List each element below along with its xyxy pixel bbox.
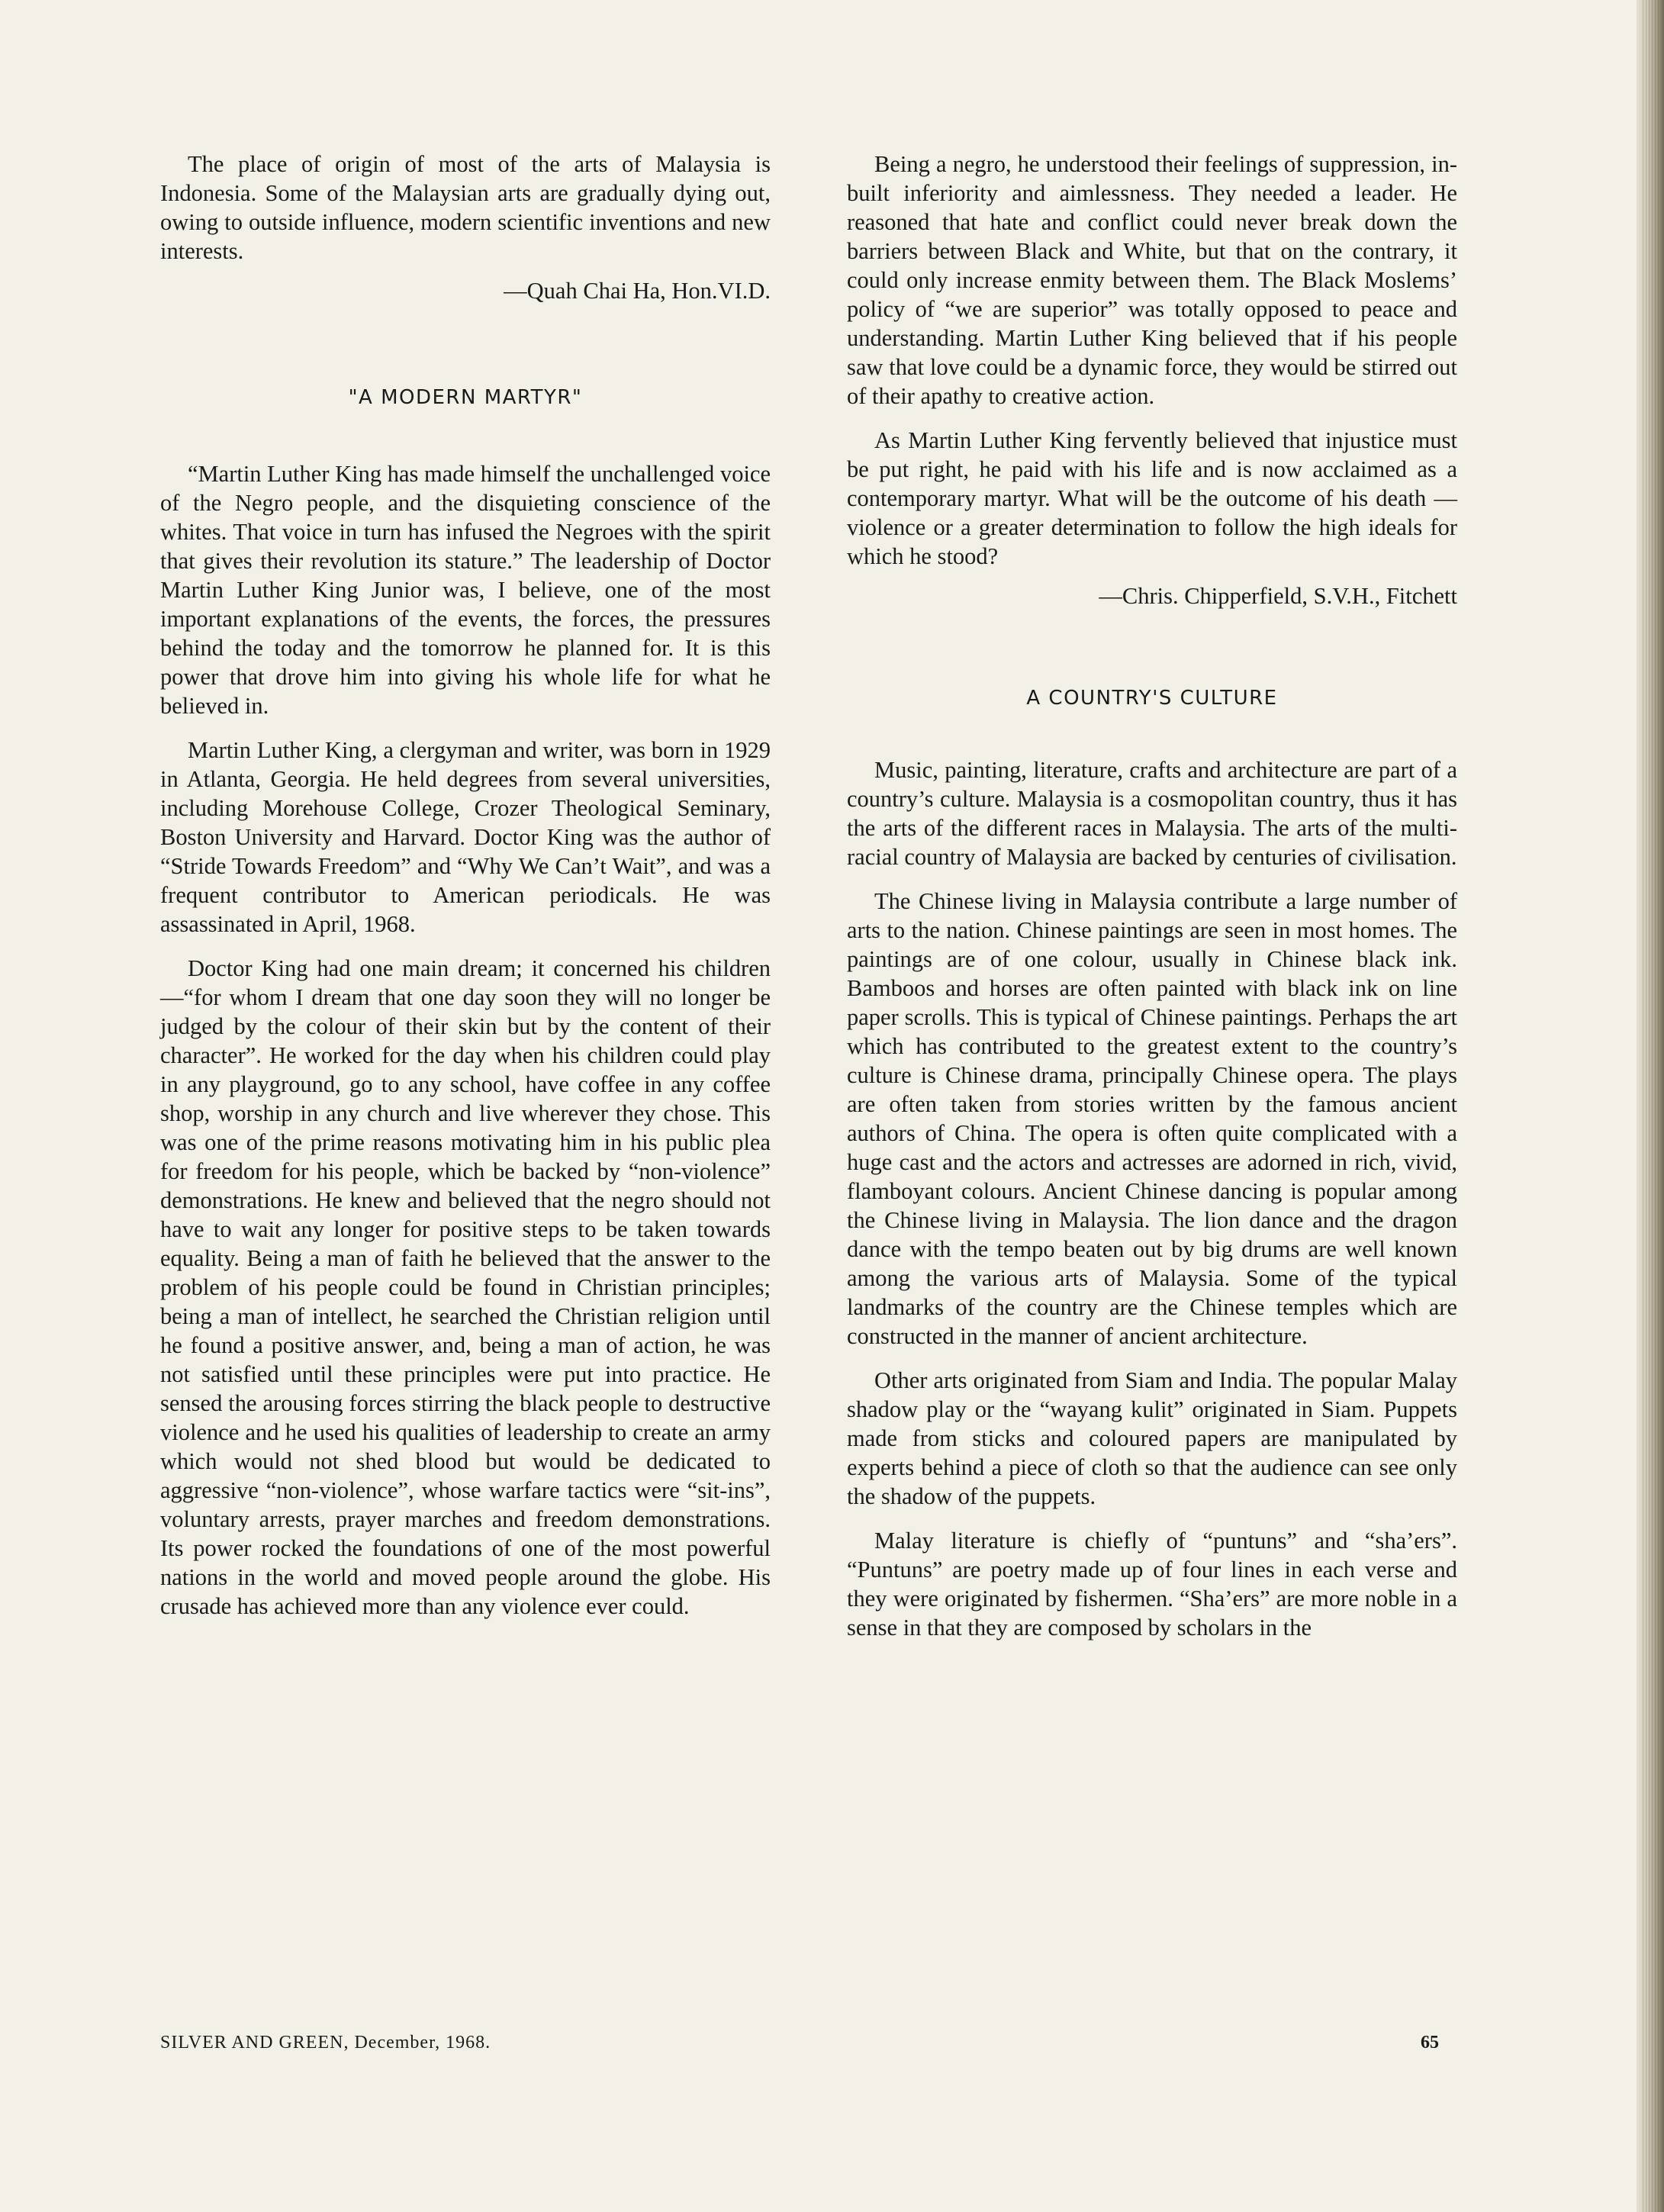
culture-paragraph-4: Malay literature is chiefly of “puntuns” and “sha’ers”. “Puntuns” are poetry made up of four lines in each verse and they were originated by fishermen. “Sha’ers” are more noble in a sense in that they are composed by scholars in the [847,1528,1457,1640]
martyr-paragraph-5: As Martin Luther King fervently believed that injustice must be put right, he paid with his life and is now acclaimed as a contemporary martyr. What will be the outcome of his death — violence or a greater determination to follow the high ideals for which he stood? [847,427,1457,569]
left-column [160,150,771,1621]
martyr-paragraph-2: Martin Luther King, a clergyman and writer, was born in 1929 in Atlanta, Georgia. He held degrees from several universities, including Morehouse College, Crozer Theological Seminary, Boston University and Harvard. Doctor King was the author of “Stride Towards Freedom” and “Why We Can’t Wait”, and was a frequent contributor to American periodicals. He was assassinated in April, 1968. [160,737,771,937]
martyr-paragraph-3: Doctor King had one main dream; it concerned his children—“for whom I dream that one day soon they will no longer be judged by the colour of their skin but by the content of their character”. He worked for the day when his children could play in any playground, go to any school, have coffee in any coffee shop, worship in any church and live wherever they chose. This was one of the prime reasons motivating him in his public plea for freedom for his people, which be backed by “non-violence” demonstrations. He knew and believed that the negro should not have to wait any longer for positive steps to be taken towards equality. Being a man of faith he believed that the answer to the problem of his people could be found in Christian principles; being a man of intellect, he searched the Christian religion until he found a positive answer, and, being a man of action, he was not satisfied until these principles were put into practice. He sensed the arousing forces stirring the black people to destructive violence and he used his qualities of leadership to create an army which would not shed blood but would be dedicated to aggressive “non-violence”, whose warfare tactics were “sit-ins”, voluntary arrests, prayer marches and freedom demonstrations. Its power rocked the foundations of one of the most powerful nations in the world and moved people around the globe. His crusade has achieved more than any violence ever could. [160,955,771,1619]
page-edge-lines [1643,0,1661,2212]
footer-publication: SILVER AND GREEN, December, 1968. [160,2033,491,2053]
culture-paragraph-1: Music, painting, literature, crafts and architecture are part of a country’s culture. Malaysia is a cosmopolitan country, thus it has the arts of the different races in Malaysia. The arts of the multi-racial country of Malaysia are backed by centuries of civilisation. [847,757,1457,870]
martyr-paragraph-4: Being a negro, he understood their feelings of suppression, in-built inferiority and aimlessness. They needed a leader. He reasoned that hate and conflict could never break down the barriers between Black and White, but that on the contrary, it could only increase enmity between them. The Black Moslems’ policy of “we are superior” was totally opposed to peace and understanding. Martin Luther King believed that if his people saw that love could be a dynamic force, they would be stirred out of their apathy to creative action. [847,151,1457,409]
martyr-paragraph-1: “Martin Luther King has made himself the unchallenged voice of the Negro people, and the disquieting conscience of the whites. That voice in turn has infused the Negroes with the spirit that gives their revolution its stature.” The leadership of Doctor Martin Luther King Junior was, I believe, one of the most important explanations of the events, the forces, the pressures behind the today and the tomorrow he planned for. It is this power that drove him into giving his whole life for what he believed in. [160,461,771,719]
article-heading-modern-martyr: "A MODERN MARTYR" [348,386,583,409]
culture-paragraph-2: The Chinese living in Malaysia contribute a large number of arts to the nation. Chinese paintings are seen in most homes. The paintings are of one colour, usually in Chinese black ink. Bamboos and horses are often painted with black ink on line paper scrolls. This is typical of Chinese paintings. Perhaps the art which has contributed to the greatest extent to the country’s culture is Chinese drama, principally Chinese opera. The plays are often taken from stories written by the famous ancient authors of China. The opera is often quite complicated with a huge cast and the actors and actresses are adorned in rich, vivid, flamboyant colours. Ancient Chinese dancing is popular among the Chinese living in Malaysia. The lion dance and the dragon dance with the tempo beaten out by big drums are well known among the various arts of Malaysia. Some of the typical landmarks of the country are the Chinese temples which are constructed in the manner of ancient architecture. [847,888,1457,1349]
article-heading-country-culture: A COUNTRY'S CULTURE [1026,687,1278,710]
culture-paragraph-3: Other arts originated from Siam and India. The popular Malay shadow play or the “wayang kulit” originated in Siam. Puppets made from sticks and coloured papers are manipulated by experts behind a piece of cloth so that the audience can see only the shadow of the puppets. [847,1367,1457,1509]
right-column [847,150,1457,1642]
martyr-signature: —Chris. Chipperfield, S.V.H., Fitchett [1099,583,1457,609]
intro-signature: —Quah Chai Ha, Hon.VI.D. [504,278,771,304]
intro-paragraph: The place of origin of most of the arts of Malaysia is Indonesia. Some of the Malaysian arts are gradually dying out, owing to outside influence, modern scientific inventions and new interests. [160,151,771,264]
page-number: 65 [1421,2033,1439,2053]
